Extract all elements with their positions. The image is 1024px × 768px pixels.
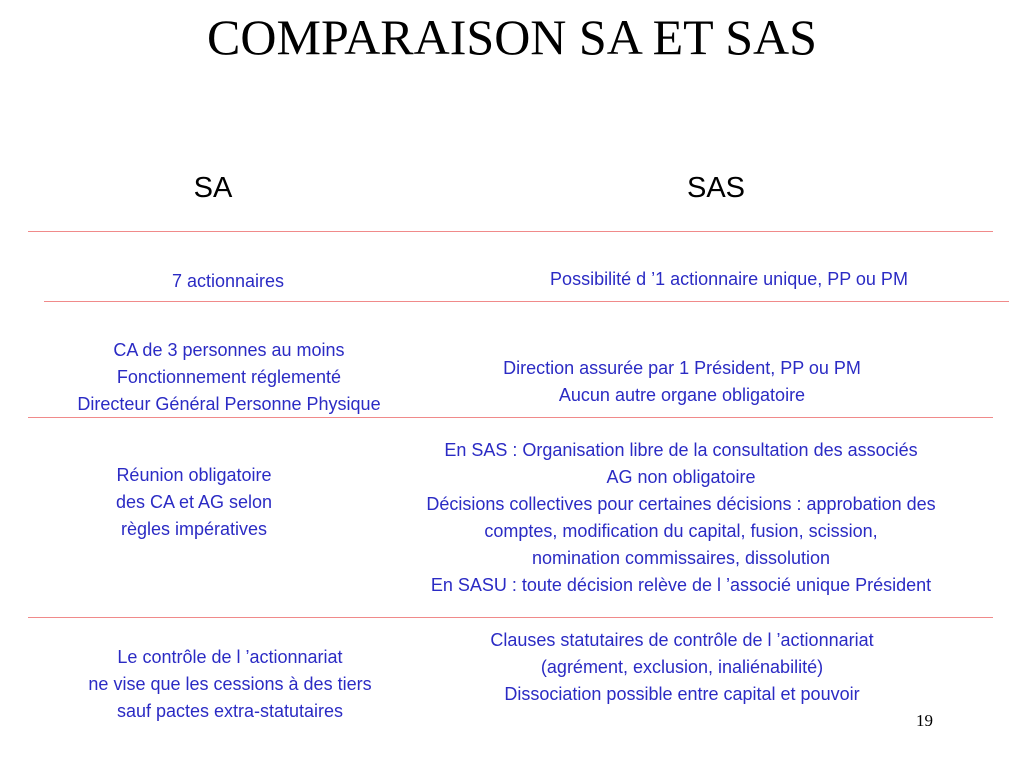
cell-text-line: règles impératives xyxy=(120,519,268,539)
row2-sas-cell xyxy=(503,355,861,409)
cell-text-line: AG non obligatoire xyxy=(606,467,756,487)
row4-sas-cell xyxy=(490,627,873,708)
cell-text-line: 7 actionnaires xyxy=(171,271,285,291)
cell-text-line: Clauses statutaires de contrôle de l ’actionnariat xyxy=(490,630,874,650)
divider-line xyxy=(44,301,1009,302)
cell-text-line: En SASU : toute décision relève de l ’associé unique Président xyxy=(430,575,932,595)
cell-text-line: Directeur Général Personne Physique xyxy=(77,394,381,414)
divider-line xyxy=(28,231,993,232)
cell-text-line: Le contrôle de l ’actionnariat xyxy=(117,647,343,667)
divider-line xyxy=(28,617,993,618)
cell-text-line: des CA et AG selon xyxy=(115,492,273,512)
row2-sa-cell xyxy=(77,337,380,418)
column-header-sas: SAS xyxy=(686,172,746,204)
row4-sa-cell xyxy=(88,644,371,725)
cell-text-line: Décisions collectives pour certaines décisions : approbation des xyxy=(426,494,936,514)
cell-text-line: Réunion obligatoire xyxy=(116,465,272,485)
cell-text-line: En SAS : Organisation libre de la consultation des associés xyxy=(444,440,918,460)
row1-sas-cell xyxy=(550,266,908,293)
cell-text-line: (agrément, exclusion, inaliénabilité) xyxy=(540,657,824,677)
cell-text-line: CA de 3 personnes au moins xyxy=(113,340,345,360)
column-header-sa: SA xyxy=(193,172,233,204)
cell-text-line: Direction assurée par 1 Président, PP ou PM xyxy=(503,358,861,378)
cell-text-line: Dissociation possible entre capital et pouvoir xyxy=(504,684,860,704)
cell-text-line: sauf pactes extra-statutaires xyxy=(116,701,344,721)
row1-sa-cell xyxy=(172,268,284,295)
cell-text-line: nomination commissaires, dissolution xyxy=(531,548,831,568)
cell-text-line: Fonctionnement réglementé xyxy=(116,367,342,387)
cell-text-line: Possibilité d ’1 actionnaire unique, PP ou PM xyxy=(550,269,908,289)
cell-text-line: comptes, modification du capital, fusion, scission, xyxy=(484,521,878,541)
slide-number: 19 xyxy=(916,711,933,730)
cell-text-line: ne vise que les cessions à des tiers xyxy=(88,674,372,694)
cell-text-line: Aucun autre organe obligatoire xyxy=(558,385,806,405)
row3-sas-cell xyxy=(426,437,935,599)
row3-sa-cell xyxy=(116,462,272,543)
slide-title: COMPARAISON SA ET SAS xyxy=(207,9,817,65)
